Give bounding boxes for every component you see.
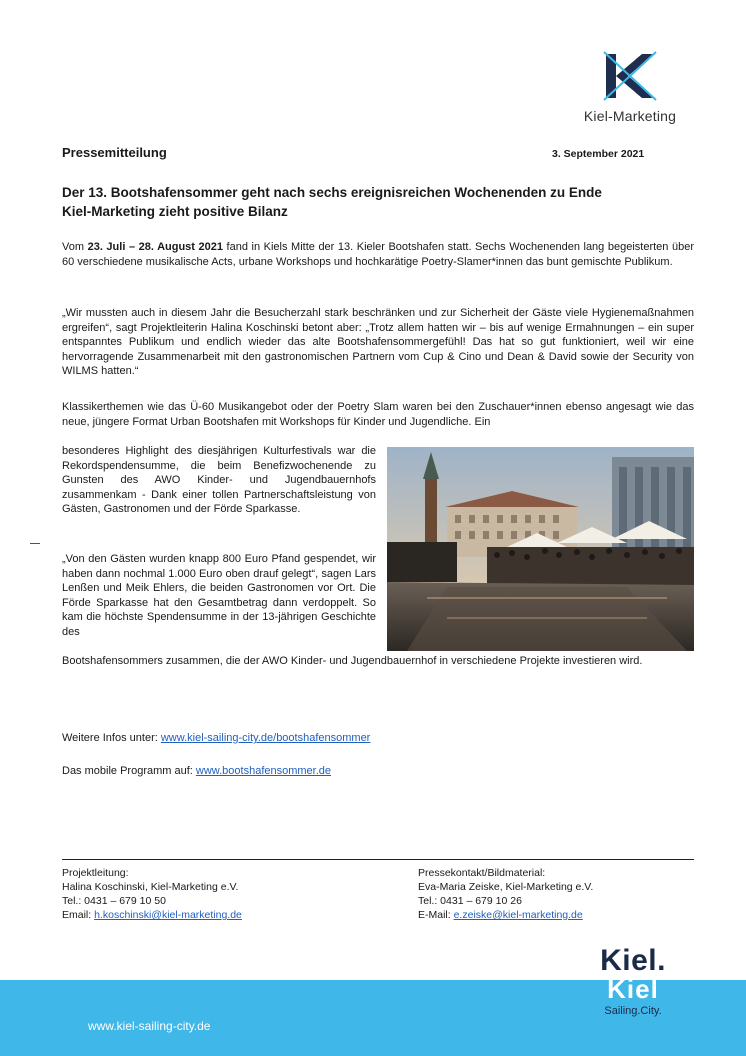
contact-left-title: Projektleitung:: [62, 867, 129, 879]
contact-right-name: Eva-Maria Zeiske, Kiel-Marketing e.V.: [418, 881, 594, 893]
contact-press: [418, 866, 593, 922]
kiel-sailing-city-logo: [592, 946, 674, 1017]
contact-right-tel: Tel.: 0431 – 679 10 26: [418, 895, 522, 907]
contact-left-email-link[interactable]: h.koschinski@kiel-marketing.de: [94, 909, 242, 921]
footer-divider: [62, 859, 694, 860]
contact-right-email-row: [418, 908, 593, 922]
headline-line-1: Der 13. Bootshafensommer geht nach sechs ereignisreichen Wochenenden zu Ende: [62, 185, 602, 200]
contact-right-email-link[interactable]: e.zeiske@kiel-marketing.de: [453, 909, 583, 921]
paragraph-1: [62, 240, 694, 269]
headline-line-2: Kiel-Marketing zieht positive Bilanz: [62, 204, 288, 219]
info-1-label: Weitere Infos unter:: [62, 732, 161, 744]
paragraph-4-column: „Von den Gästen wurden knapp 800 Euro Pfand gespendet, wir haben dann nochmal 1.000 Euro oben drauf gelegt“, sagen Lars Lenßen und Meik Ehlers, die beiden Gastronomen vor Ort. Die Förde Sparkasse hat den Gesamtbetrag dann verdoppelt. So kam die höchste Spendensumme in der 13-jährigen Geschichte des: [62, 553, 376, 638]
headline: [62, 183, 702, 221]
margin-mark: [30, 543, 40, 544]
contact-left-name: Halina Koschinski, Kiel-Marketing e.V.: [62, 881, 239, 893]
paragraph-2: „Wir mussten auch in diesem Jahr die Besucherzahl stark beschränken und zur Sicherheit der Gäste viele Hygienemaßnahmen ergreifen“, sagt Projektleiterin Halina Koschinski betont aber: „Trotz allem hatten wir – bis auf wenige Ermahnungen – ein super entspanntes Publikum und endlich wieder das alte Bootshafensommergefühl! Das hat so gut funktioniert, weil wir eine hervorragende Zusammenarbeit mit den gastronomischen Partnern vom Cup & Cino und Dean & David sowie der Security von WILMS hatten.“: [62, 307, 694, 377]
document-date: 3. September 2021: [552, 148, 645, 160]
p1-post: fand in Kiels Mitte der 13. Kieler Bootshafen statt. Sechs Wochenenden lang begeisterten über 60 verschiedene musikalische Acts, urbane Workshops und hochkarätige Poetry-Slamer*innen das bunt gemischte Publikum.: [62, 241, 694, 268]
document-type: Pressemitteilung: [62, 145, 167, 160]
kiel-logo-mirror: Kiel: [607, 974, 659, 1004]
km-logo-icon: [602, 50, 658, 102]
paragraph-3-top: Klassikerthemen wie das Ü-60 Musikangebot oder der Poetry Slam waren bei den Zuschauer*innen ebenso angesagt wie das neue, jüngere Format Urban Bootshafen mit Workshops für Kinder und Jugendliche. Ein: [62, 401, 694, 428]
festival-photo: [387, 447, 694, 651]
info-line-1: [62, 732, 370, 744]
program-link[interactable]: www.bootshafensommer.de: [195, 765, 332, 777]
paragraph-4-bottom: Bootshafensommers zusammen, die der AWO Kinder- und Jugendbauernhof in verschiedene Projekte investieren wird.: [62, 655, 643, 667]
contact-left-tel: Tel.: 0431 – 679 10 50: [62, 895, 166, 907]
contact-right-email-label: E-Mail:: [418, 909, 454, 921]
footer-url: www.kiel-sailing-city.de: [88, 1019, 211, 1033]
paragraph-3-column: besonderes Highlight des diesjährigen Kulturfestivals war die Rekordspendensumme, die beim Benefizwochenende zu Gunsten des AWO Kinder- und Jugendbauernhofs zusammenkam - Dank einer tollen Partnerschaftsleistung von Gästen, Gastronomen und der Förde Sparkasse.: [62, 445, 376, 515]
contact-project-lead: [62, 866, 242, 922]
contact-left-email-label: Email:: [62, 909, 95, 921]
info-2-label: Das mobile Programm auf:: [62, 765, 196, 777]
p1-pre: Vom: [62, 241, 88, 253]
festival-link[interactable]: www.kiel-sailing-city.de/bootshafensommer: [160, 732, 371, 744]
kiel-marketing-logo: [580, 50, 680, 124]
info-line-2: [62, 765, 331, 777]
contact-right-title: Pressekontakt/Bildmaterial:: [418, 867, 546, 879]
contact-left-email-row: [62, 908, 242, 922]
kiel-logo-tagline: Sailing.City.: [604, 1005, 662, 1017]
kiel-logo-word: Kiel.: [600, 944, 666, 977]
p1-dates: 23. Juli – 28. August 2021: [87, 241, 223, 253]
logo-text: Kiel-Marketing: [583, 108, 677, 124]
